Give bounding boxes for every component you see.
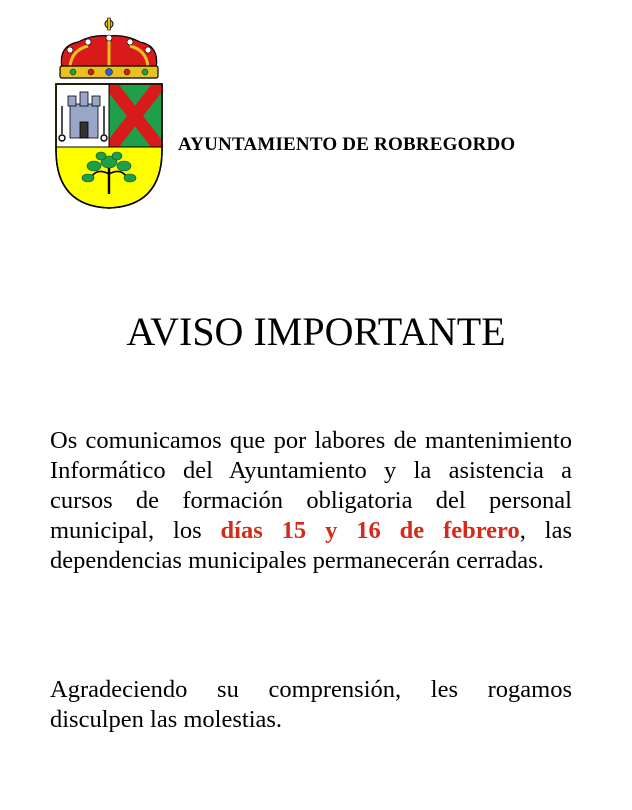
coat-of-arms-icon bbox=[48, 16, 170, 212]
paragraph-1-text-end: , las dependencias municipales permanecerán cerradas. bbox=[50, 517, 572, 574]
crown-icon bbox=[60, 18, 158, 78]
organization-name: AYUNTAMIENTO DE ROBREGORDO bbox=[178, 134, 516, 155]
shield-icon bbox=[56, 84, 162, 208]
notice-title: AVISO IMPORTANTE bbox=[126, 309, 506, 354]
castle-icon bbox=[68, 92, 100, 138]
paragraph-1-text: Os comunicamos que por labores de mantenimiento Informático del Ayuntamiento y la asistencia a cursos de formación obligatoria del personal municipal, los bbox=[50, 427, 572, 544]
closure-dates-highlight: días 15 y 16 de febrero bbox=[220, 517, 520, 544]
notice-paragraph-2: Agradeciendo su comprensión, les rogamos disculpen las molestias. bbox=[50, 676, 572, 733]
notice-paragraph-1 bbox=[50, 426, 572, 576]
